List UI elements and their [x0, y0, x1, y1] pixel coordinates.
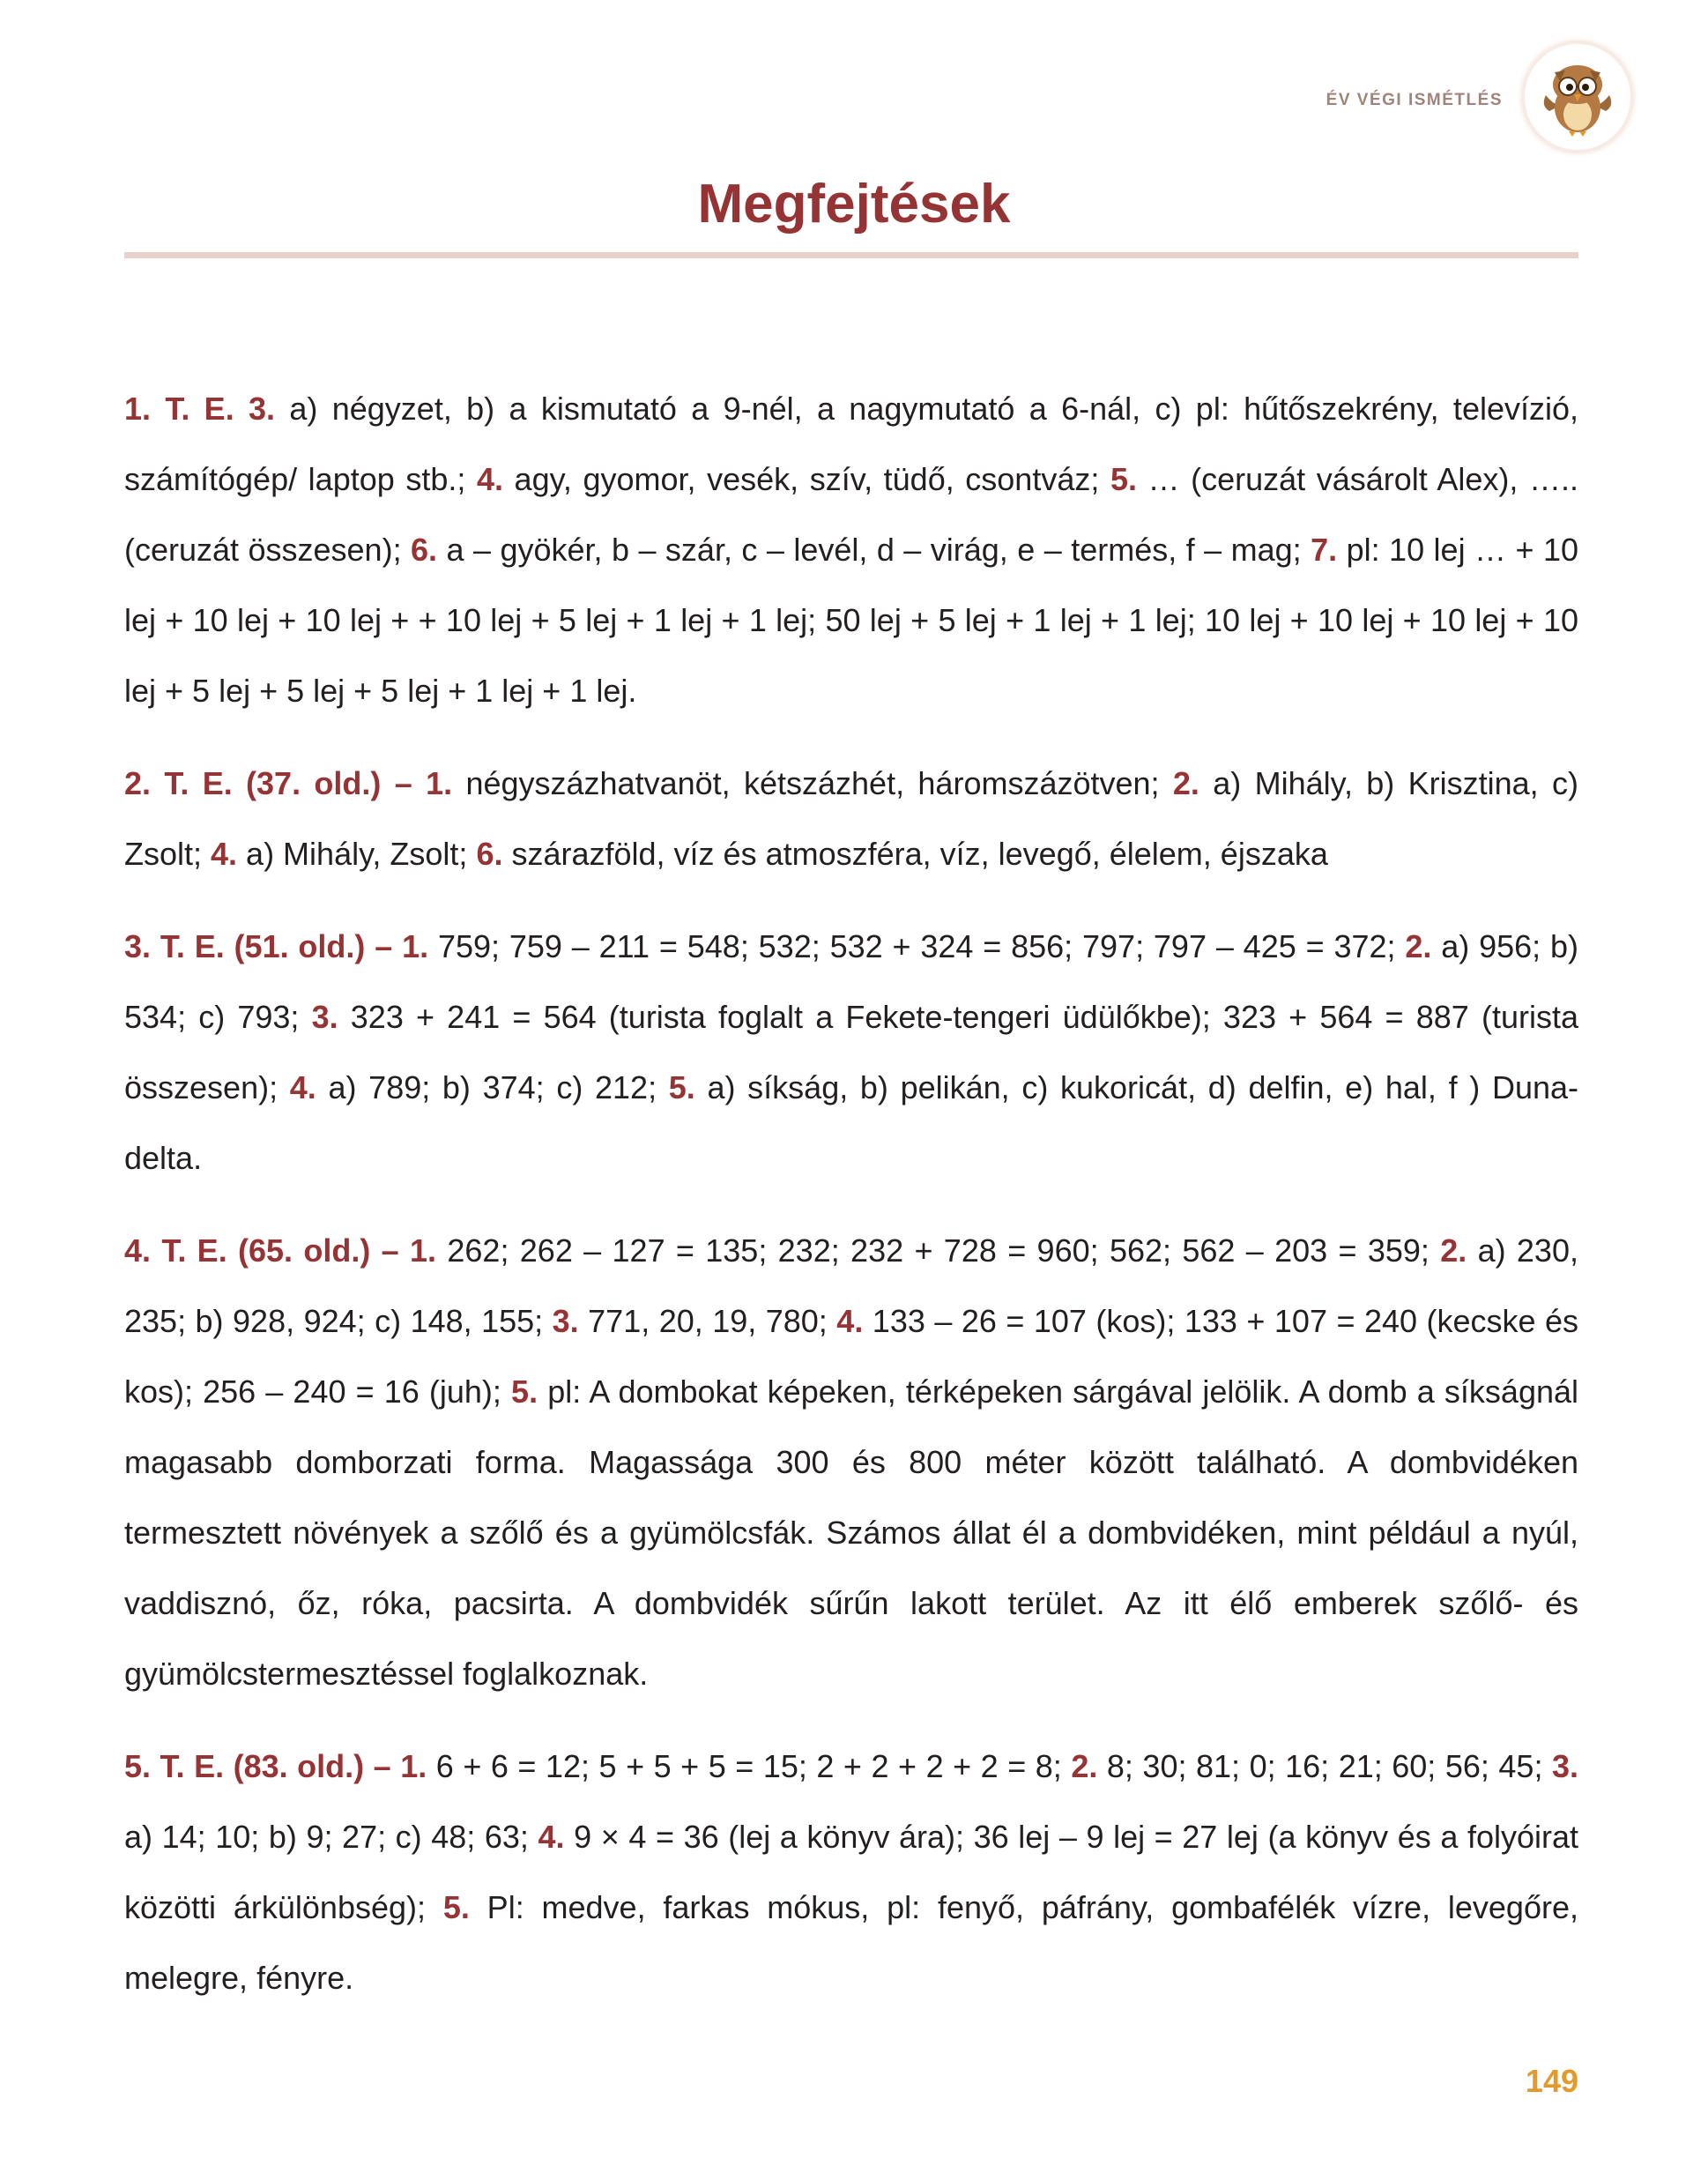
exercise-number: 1. T. E. 3.: [124, 391, 276, 427]
answer-text: 8; 30; 81; 0; 16; 21; 60; 56; 45;: [1097, 1748, 1552, 1784]
answer-text: agy, gyomor, vesék, szív, tüdő, csontváz;: [502, 461, 1110, 497]
exercise-number: 6.: [411, 532, 438, 568]
answer-text: 759; 759 – 211 = 548; 532; 532 + 324 = 856; 797; 797 – 425 = 372;: [428, 928, 1406, 964]
exercise-number: 2.: [1071, 1748, 1098, 1784]
answers-content: [124, 374, 1578, 2013]
answer-text: 771, 20, 19, 780;: [578, 1303, 837, 1339]
exercise-number: 4. T. E. (65. old.) – 1.: [124, 1232, 437, 1269]
answer-text: Pl: medve, farkas mókus, pl: fenyő, páfrány, gombafélék vízre, levegőre, melegre, fényre.: [124, 1889, 1578, 1996]
answer-text: a) 14; 10; b) 9; 27; c) 48; 63;: [124, 1819, 538, 1855]
answer-text: a) Mihály, b) Krisztina, c) Zsolt;: [124, 765, 1578, 872]
exercise-number: 4.: [538, 1819, 565, 1855]
exercise-number: 5.: [511, 1373, 538, 1410]
answer-text: a) négyzet, b) a kismutató a 9-nél, a nagymutató a 6-nál, c) pl: hűtőszekrény, televízió, számítógép/ laptop stb.;: [124, 391, 1579, 497]
answer-text: a) síkság, b) pelikán, c) kukoricát, d) delfin, e) hal, f ) Duna-delta.: [124, 1069, 1578, 1176]
exercise-number: 2.: [1172, 765, 1199, 801]
exercise-number: 4.: [211, 836, 238, 872]
exercise-number: 2.: [1440, 1232, 1467, 1269]
exercise-number: 5. T. E. (83. old.) – 1.: [124, 1748, 427, 1784]
answer-text: a) 230, 235; b) 928, 924; c) 148, 155;: [124, 1232, 1578, 1339]
answer-text: pl: A dombokat képeken, térképeken sárgával jelölik. A domb a síkságnál magasabb domborzati forma. Magassága 300 és 800 méter között található. A dombvidéken termesztett növények a szőlő és a gyümölcsfák. Számos állat él a dombvidéken, mint például a nyúl, vaddisznó, őz, róka, pacsirta. A dombvidék sűrűn lakott terület. Az itt élő emberek szőlő- és gyümölcstermesztéssel foglalkoznak.: [124, 1373, 1579, 1692]
answer-text: 6 + 6 = 12; 5 + 5 + 5 = 15; 2 + 2 + 2 + 2 = 8;: [427, 1748, 1072, 1784]
exercise-number: 3.: [552, 1303, 579, 1339]
exercise-number: 5.: [668, 1069, 695, 1105]
answer-paragraph: [124, 1216, 1578, 1709]
answer-text: a – gyökér, b – szár, c – levél, d – virág, e – termés, f – mag;: [437, 532, 1311, 568]
title-divider: [124, 252, 1578, 258]
exercise-number: 5.: [442, 1889, 470, 1925]
answer-paragraph: [124, 1731, 1578, 2013]
exercise-number: 7.: [1311, 532, 1338, 568]
answer-text: … (ceruzát vásárolt Alex), ….. (ceruzát összesen);: [124, 461, 1578, 568]
exercise-number: 3.: [1551, 1748, 1579, 1784]
answer-text: négyszázhatvanöt, kétszázhét, háromszázötven;: [452, 765, 1173, 801]
exercise-number: 6.: [476, 836, 503, 872]
answer-text: a) 956; b) 534; c) 793;: [124, 928, 1578, 1035]
answer-paragraph: [124, 374, 1578, 726]
answer-text: 133 – 26 = 107 (kos); 133 + 107 = 240 (kecske és kos); 256 – 240 = 16 (juh);: [124, 1303, 1579, 1410]
page-number: 149: [1525, 2063, 1578, 2099]
answer-text: szárazföld, víz és atmoszféra, víz, levegő, élelem, éjszaka: [502, 836, 1328, 872]
exercise-number: 5.: [1110, 461, 1137, 497]
answer-text: 323 + 241 = 564 (turista foglalt a Fekete-tengeri üdülőkbe); 323 + 564 = 887 (turista összesen);: [124, 999, 1578, 1105]
section-label: ÉV VÉGI ISMÉTLÉS: [1326, 91, 1503, 109]
exercise-number: 3.: [311, 999, 338, 1035]
owl-icon: [1533, 53, 1622, 141]
exercise-number: 4.: [289, 1069, 316, 1105]
owl-badge: [1523, 42, 1632, 152]
page-title: Megfejtések: [697, 174, 1011, 234]
exercise-number: 2. T. E. (37. old.) – 1.: [124, 765, 453, 801]
answer-paragraph: [124, 912, 1578, 1194]
answer-text: pl: 10 lej … + 10 lej + 10 lej + 10 lej + + 10 lej + 5 lej + 1 lej + 1 lej; 50 lej + 5 lej + 1 lej + 1 lej; 10 lej + 10 lej + 10 lej + 10 lej + 5 lej + 5 lej + 5 lej + 1 lej + 1 lej.: [124, 532, 1578, 709]
answer-text: 9 × 4 = 36 (lej a könyv ára); 36 lej – 9 lej = 27 lej (a könyv és a folyóirat közötti árkülönbség);: [124, 1819, 1579, 1925]
answer-text: 262; 262 – 127 = 135; 232; 232 + 728 = 960; 562; 562 – 203 = 359;: [436, 1232, 1441, 1269]
answer-text: a) Mihály, Zsolt;: [237, 836, 477, 872]
exercise-number: 4.: [836, 1303, 864, 1339]
exercise-number: 4.: [476, 461, 503, 497]
exercise-number: 2.: [1405, 928, 1432, 964]
exercise-number: 3. T. E. (51. old.) – 1.: [124, 928, 429, 964]
answer-paragraph: [124, 748, 1578, 889]
answer-text: a) 789; b) 374; c) 212;: [316, 1069, 669, 1105]
